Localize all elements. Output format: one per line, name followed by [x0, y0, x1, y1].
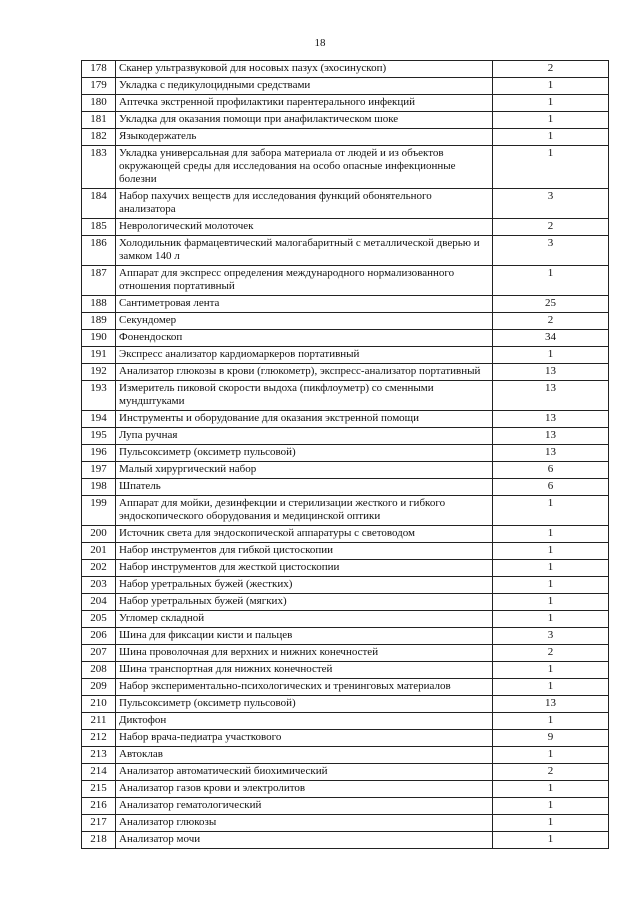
item-name-cell: Анализатор газов крови и электролитов	[116, 781, 493, 798]
row-number-cell: 199	[82, 496, 116, 526]
item-name-cell: Шина проволочная для верхних и нижних конечностей	[116, 645, 493, 662]
row-number-cell: 200	[82, 526, 116, 543]
page-number: 18	[314, 37, 326, 49]
quantity-cell: 1	[493, 347, 609, 364]
table-row	[82, 526, 609, 543]
item-name-cell: Набор уретральных бужей (жестких)	[116, 577, 493, 594]
quantity-cell: 13	[493, 445, 609, 462]
quantity-cell: 9	[493, 730, 609, 747]
quantity-cell: 6	[493, 462, 609, 479]
table-row	[82, 189, 609, 219]
row-number-cell: 196	[82, 445, 116, 462]
item-name-cell: Укладка для оказания помощи при анафилактическом шоке	[116, 112, 493, 129]
quantity-cell: 1	[493, 146, 609, 189]
row-number-cell: 211	[82, 713, 116, 730]
row-number-cell: 202	[82, 560, 116, 577]
table-row	[82, 95, 609, 112]
quantity-cell: 1	[493, 95, 609, 112]
table-row	[82, 112, 609, 129]
table-row	[82, 313, 609, 330]
item-name-cell: Экспресс анализатор кардиомаркеров портативный	[116, 347, 493, 364]
item-name-cell: Сканер ультразвуковой для носовых пазух (эхосинускоп)	[116, 61, 493, 78]
table-row	[82, 645, 609, 662]
quantity-cell: 25	[493, 296, 609, 313]
table-row	[82, 696, 609, 713]
quantity-cell: 1	[493, 526, 609, 543]
quantity-cell: 1	[493, 611, 609, 628]
table-row	[82, 146, 609, 189]
table-row	[82, 381, 609, 411]
row-number-cell: 205	[82, 611, 116, 628]
row-number-cell: 206	[82, 628, 116, 645]
item-name-cell: Анализатор мочи	[116, 832, 493, 849]
row-number-cell: 217	[82, 815, 116, 832]
row-number-cell: 192	[82, 364, 116, 381]
item-name-cell: Фонендоскоп	[116, 330, 493, 347]
table-row	[82, 628, 609, 645]
quantity-cell: 34	[493, 330, 609, 347]
item-name-cell: Малый хирургический набор	[116, 462, 493, 479]
item-name-cell: Инструменты и оборудование для оказания экстренной помощи	[116, 411, 493, 428]
item-name-cell: Анализатор глюкозы в крови (глюкометр), экспресс-анализатор портативный	[116, 364, 493, 381]
item-name-cell: Пульсоксиметр (оксиметр пульсовой)	[116, 696, 493, 713]
table-row	[82, 411, 609, 428]
item-name-cell: Укладка с педикулоцидными средствами	[116, 78, 493, 95]
item-name-cell: Холодильник фармацевтический малогабаритный с металлической дверью и замком 140 л	[116, 236, 493, 266]
quantity-cell: 2	[493, 61, 609, 78]
quantity-cell: 2	[493, 645, 609, 662]
row-number-cell: 193	[82, 381, 116, 411]
quantity-cell: 1	[493, 798, 609, 815]
table-row	[82, 219, 609, 236]
row-number-cell: 218	[82, 832, 116, 849]
item-name-cell: Анализатор гематологический	[116, 798, 493, 815]
row-number-cell: 209	[82, 679, 116, 696]
table-row	[82, 236, 609, 266]
quantity-cell: 3	[493, 628, 609, 645]
item-name-cell: Измеритель пиковой скорости выдоха (пикфлоуметр) со сменными мундштуками	[116, 381, 493, 411]
table-row	[82, 594, 609, 611]
quantity-cell: 1	[493, 815, 609, 832]
item-name-cell: Набор уретральных бужей (мягких)	[116, 594, 493, 611]
row-number-cell: 194	[82, 411, 116, 428]
row-number-cell: 184	[82, 189, 116, 219]
item-name-cell: Источник света для эндоскопической аппаратуры с световодом	[116, 526, 493, 543]
table-row	[82, 347, 609, 364]
table-row	[82, 764, 609, 781]
row-number-cell: 201	[82, 543, 116, 560]
table-row	[82, 611, 609, 628]
row-number-cell: 207	[82, 645, 116, 662]
row-number-cell: 182	[82, 129, 116, 146]
row-number-cell: 190	[82, 330, 116, 347]
quantity-cell: 2	[493, 313, 609, 330]
quantity-cell: 1	[493, 78, 609, 95]
row-number-cell: 195	[82, 428, 116, 445]
item-name-cell: Набор инструментов для гибкой цистоскопии	[116, 543, 493, 560]
item-name-cell: Набор инструментов для жесткой цистоскопии	[116, 560, 493, 577]
item-name-cell: Анализатор автоматический биохимический	[116, 764, 493, 781]
table-row	[82, 713, 609, 730]
row-number-cell: 216	[82, 798, 116, 815]
table-row	[82, 296, 609, 313]
item-name-cell: Шина для фиксации кисти и пальцев	[116, 628, 493, 645]
row-number-cell: 188	[82, 296, 116, 313]
table-row	[82, 364, 609, 381]
row-number-cell: 210	[82, 696, 116, 713]
item-name-cell: Аппарат для экспресс определения международного нормализованного отношения портативный	[116, 266, 493, 296]
row-number-cell: 179	[82, 78, 116, 95]
quantity-cell: 1	[493, 266, 609, 296]
quantity-cell: 13	[493, 411, 609, 428]
table-row	[82, 445, 609, 462]
table-row	[82, 781, 609, 798]
equipment-table-body	[82, 61, 609, 849]
item-name-cell: Аппарат для мойки, дезинфекции и стерилизации жесткого и гибкого эндоскопического оборудования и медицинской оптики	[116, 496, 493, 526]
row-number-cell: 204	[82, 594, 116, 611]
item-name-cell: Лупа ручная	[116, 428, 493, 445]
item-name-cell: Автоклав	[116, 747, 493, 764]
quantity-cell: 1	[493, 679, 609, 696]
table-row	[82, 496, 609, 526]
row-number-cell: 213	[82, 747, 116, 764]
row-number-cell: 180	[82, 95, 116, 112]
row-number-cell: 189	[82, 313, 116, 330]
item-name-cell: Анализатор глюкозы	[116, 815, 493, 832]
quantity-cell: 1	[493, 781, 609, 798]
quantity-cell: 13	[493, 364, 609, 381]
table-row	[82, 428, 609, 445]
quantity-cell: 1	[493, 713, 609, 730]
table-row	[82, 560, 609, 577]
item-name-cell: Набор пахучих веществ для исследования функций обонятельного анализатора	[116, 189, 493, 219]
item-name-cell: Шпатель	[116, 479, 493, 496]
table-row	[82, 577, 609, 594]
quantity-cell: 6	[493, 479, 609, 496]
table-row	[82, 730, 609, 747]
table-row	[82, 543, 609, 560]
quantity-cell: 1	[493, 496, 609, 526]
quantity-cell: 1	[493, 129, 609, 146]
quantity-cell: 3	[493, 189, 609, 219]
quantity-cell: 1	[493, 577, 609, 594]
item-name-cell: Языкодержатель	[116, 129, 493, 146]
row-number-cell: 183	[82, 146, 116, 189]
table-row	[82, 78, 609, 95]
item-name-cell: Неврологический молоточек	[116, 219, 493, 236]
quantity-cell: 3	[493, 236, 609, 266]
row-number-cell: 191	[82, 347, 116, 364]
table-row	[82, 266, 609, 296]
row-number-cell: 186	[82, 236, 116, 266]
quantity-cell: 13	[493, 428, 609, 445]
row-number-cell: 197	[82, 462, 116, 479]
row-number-cell: 178	[82, 61, 116, 78]
item-name-cell: Угломер складной	[116, 611, 493, 628]
table-row	[82, 129, 609, 146]
item-name-cell: Набор экспериментально-психологических и тренинговых материалов	[116, 679, 493, 696]
quantity-cell: 13	[493, 381, 609, 411]
quantity-cell: 1	[493, 662, 609, 679]
table-row	[82, 462, 609, 479]
item-name-cell: Диктофон	[116, 713, 493, 730]
item-name-cell: Шина транспортная для нижних конечностей	[116, 662, 493, 679]
equipment-table	[81, 60, 609, 849]
row-number-cell: 208	[82, 662, 116, 679]
row-number-cell: 181	[82, 112, 116, 129]
quantity-cell: 1	[493, 543, 609, 560]
table-row	[82, 815, 609, 832]
item-name-cell: Аптечка экстренной профилактики парентерального инфекций	[116, 95, 493, 112]
row-number-cell: 198	[82, 479, 116, 496]
quantity-cell: 2	[493, 764, 609, 781]
item-name-cell: Укладка универсальная для забора материала от людей и из объектов окружающей среды для исследования на особо опасные инфекционные болезни	[116, 146, 493, 189]
table-row	[82, 798, 609, 815]
quantity-cell: 1	[493, 832, 609, 849]
table-row	[82, 330, 609, 347]
table-row	[82, 61, 609, 78]
table-row	[82, 747, 609, 764]
quantity-cell: 1	[493, 747, 609, 764]
quantity-cell: 1	[493, 560, 609, 577]
quantity-cell: 1	[493, 594, 609, 611]
quantity-cell: 13	[493, 696, 609, 713]
table-row	[82, 679, 609, 696]
quantity-cell: 1	[493, 112, 609, 129]
item-name-cell: Секундомер	[116, 313, 493, 330]
table-row	[82, 832, 609, 849]
quantity-cell: 2	[493, 219, 609, 236]
row-number-cell: 214	[82, 764, 116, 781]
row-number-cell: 212	[82, 730, 116, 747]
row-number-cell: 185	[82, 219, 116, 236]
row-number-cell: 203	[82, 577, 116, 594]
table-row	[82, 662, 609, 679]
item-name-cell: Сантиметровая лента	[116, 296, 493, 313]
table-row	[82, 479, 609, 496]
item-name-cell: Набор врача-педиатра участкового	[116, 730, 493, 747]
row-number-cell: 215	[82, 781, 116, 798]
row-number-cell: 187	[82, 266, 116, 296]
item-name-cell: Пульсоксиметр (оксиметр пульсовой)	[116, 445, 493, 462]
